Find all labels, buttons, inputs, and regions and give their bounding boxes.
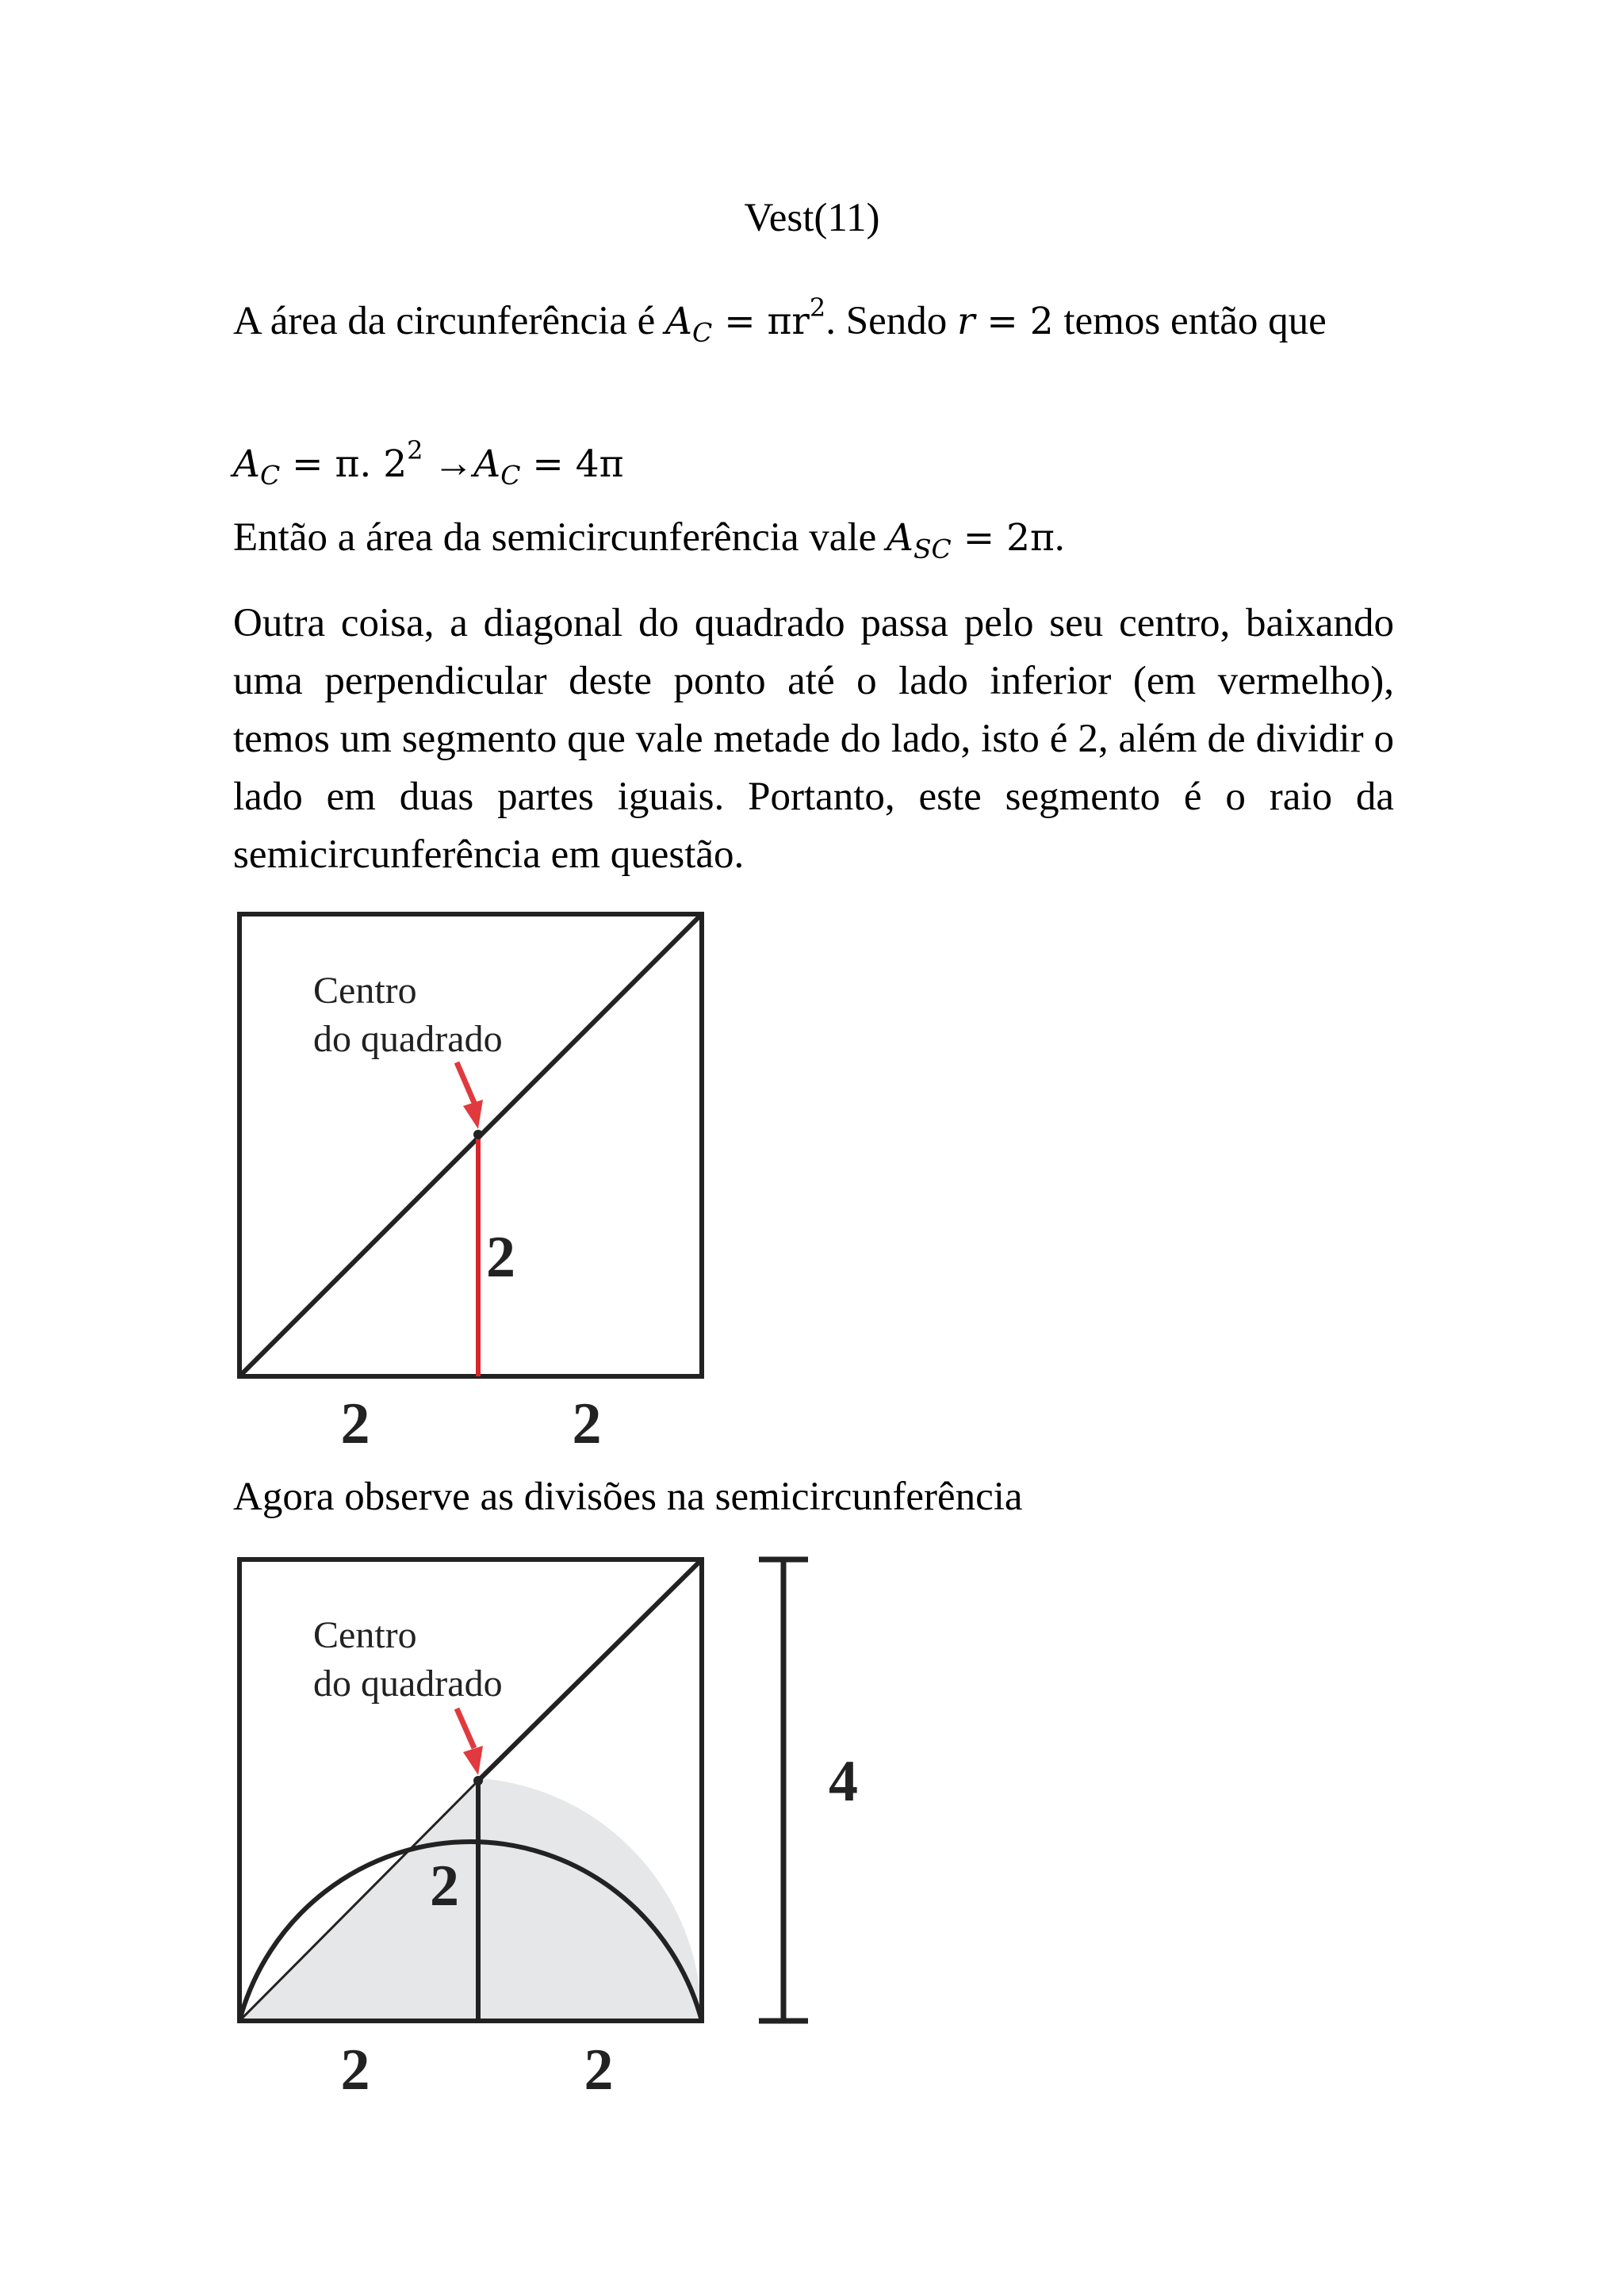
center-label-line1: Centro bbox=[313, 1614, 417, 1656]
paragraph-diagonal-explanation: Outra coisa, a diagonal do quadrado passa pelo seu centro, baixando uma perpendicular deste ponto até o lado inferior (em vermelho), temos um segmento que vale metade do lado, isto é 2, além de dividir o lado em duas partes iguais. Portanto, este segmento é o raio da semicircunferência em questão. bbox=[233, 601, 1394, 877]
arrow-shaft bbox=[457, 1062, 474, 1103]
shaded-right-quarter bbox=[478, 1778, 702, 2021]
paragraph-area-formula: A área da circunferência é $A_C = \pi r^2$. Sendo r = 2 temos então que bbox=[233, 293, 1327, 348]
paragraph-semicircle-area: Então a área da semicircunferência vale $A_{SC} = 2\pi$. bbox=[233, 515, 1065, 564]
center-point bbox=[473, 1776, 483, 1785]
math-asc: $A_{SC} = 2\pi$ bbox=[887, 516, 1055, 564]
page-title: Vest(11) bbox=[744, 196, 880, 240]
diagonal-upper-segment bbox=[478, 1559, 702, 1781]
square-diagram-1 bbox=[222, 904, 730, 1456]
base-right-label: 2 bbox=[584, 2038, 614, 2103]
base-left-label: 2 bbox=[340, 2038, 370, 2103]
square-diagram-2 bbox=[222, 1550, 872, 2105]
center-label-line2: do quadrado bbox=[313, 1663, 503, 1705]
center-label-line2: do quadrado bbox=[313, 1018, 503, 1060]
arrow-shaft bbox=[457, 1709, 474, 1748]
math-ac-formula: $A_C = \pi r^2$ bbox=[665, 293, 826, 348]
height-label: 2 bbox=[486, 1225, 515, 1290]
base-left-label: 2 bbox=[340, 1391, 370, 1456]
height-label: 2 bbox=[430, 1854, 459, 1919]
equation-line: $A_C = \pi$. $2^2 \to A_C = 4\pi$ bbox=[233, 435, 624, 491]
arrow-head-icon bbox=[463, 1746, 483, 1775]
center-label-line1: Centro bbox=[313, 970, 417, 1012]
arrow-head-icon bbox=[463, 1100, 483, 1129]
math-r-value: r = 2 bbox=[956, 300, 1054, 343]
side-length-label: 4 bbox=[829, 1749, 858, 1814]
base-right-label: 2 bbox=[572, 1391, 602, 1456]
arrow-symbol: → bbox=[423, 442, 474, 486]
center-point bbox=[473, 1130, 483, 1139]
diagonal-line bbox=[239, 914, 702, 1376]
paragraph-observe: Agora observe as divisões na semicircunferência bbox=[233, 1475, 1023, 1519]
